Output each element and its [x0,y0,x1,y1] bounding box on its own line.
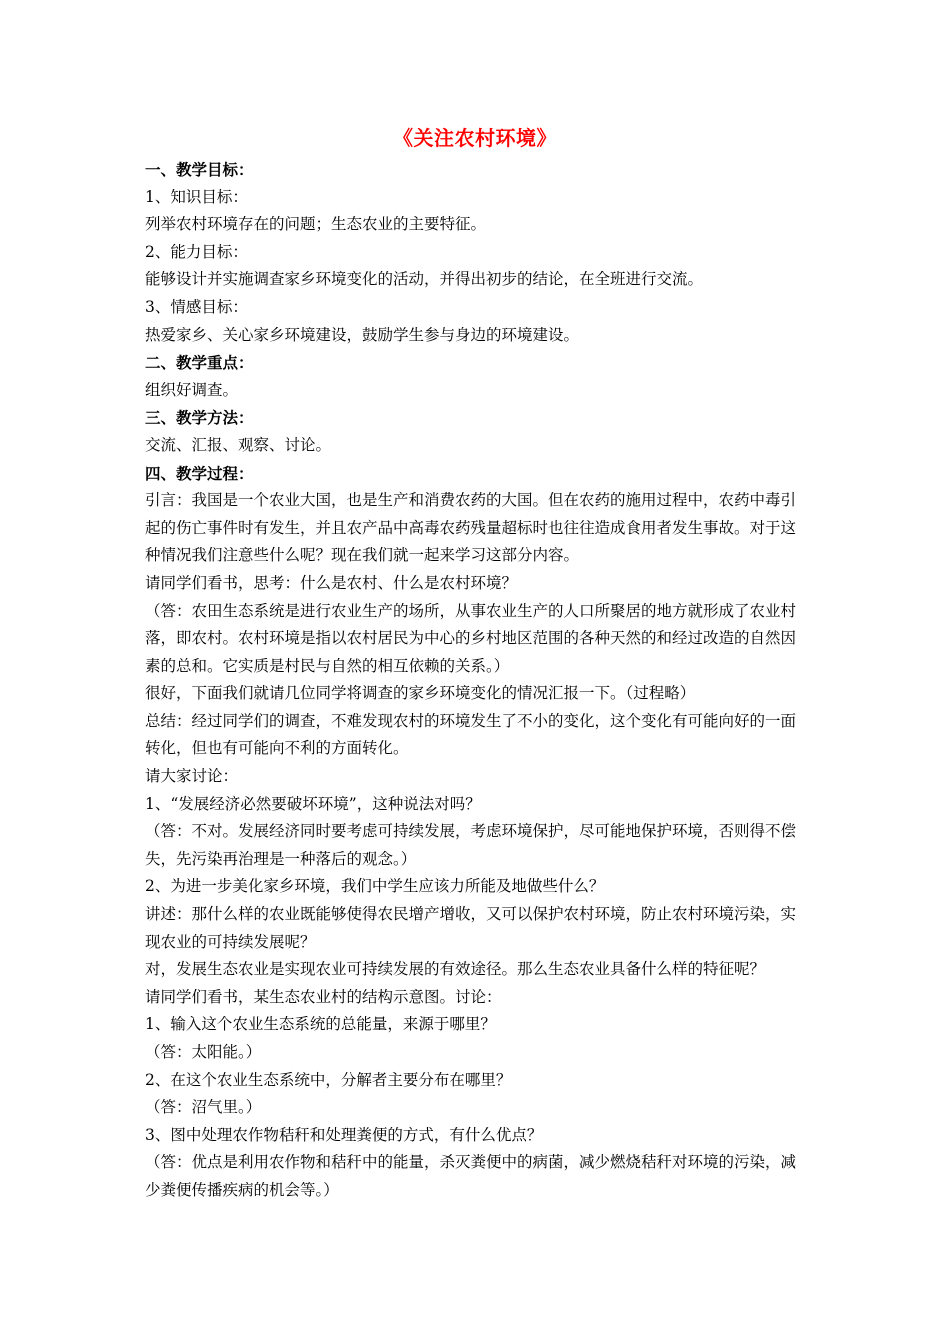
body-text: 1、输入这个农业生态系统的总能量，来源于哪里？ [145,1015,496,1034]
document-body [145,156,810,1205]
body-text: （答：农田生态系统是进行农业生产的场所，从事农业生产的人口所聚居的地方就形成了农业村落，即农村。农村环境是指以农村居民为中心的乡村地区范围的各种天然的和经过改造的自然因素的总和。它实质是村民与自然的相互依赖的关系。） [145,601,797,675]
body-text: 2、能力目标： [145,242,248,261]
body-text: 引言：我国是一个农业大国，也是生产和消费农药的大国。但在农药的施用过程中，农药中毒引起的伤亡事件时有发生，并且农产品中高毒农药残量超标时也往往造成食用者发生事故。对于这种情况我们注意些什么呢？现在我们就一起来学习这部分内容。 [145,491,797,565]
body-text: 3、情感目标： [145,297,248,316]
body-text: 讲述：那什么样的农业既能够使得农民增产增收，又可以保护农村环境，防止农村环境污染，实现农业的可持续发展呢？ [145,905,797,951]
body-text: 很好，下面我们就请几位同学将调查的家乡环境变化的情况汇报一下。（过程略） [145,684,696,703]
section-heading: 四、教学过程： [145,463,254,483]
body-text: （答：优点是利用农作物和秸秆中的能量，杀灭粪便中的病菌，减少燃烧秸秆对环境的污染，减少粪便传播疾病的机会等。） [145,1153,797,1199]
body-text: 交流、汇报、观察、讨论。 [145,435,332,454]
body-text: 热爱家乡、关心家乡环境建设，鼓励学生参与身边的环境建设。 [145,325,580,344]
body-text: 3、图中处理农作物秸秆和处理粪便的方式，有什么优点？ [145,1125,543,1144]
body-text: 对，发展生态农业是实现农业可持续发展的有效途径。那么生态农业具备什么样的特征呢？ [145,960,766,979]
body-text: 列举农村环境存在的问题；生态农业的主要特征。 [145,215,487,234]
document-title: 《关注农村环境》 [393,126,557,150]
body-text: （答：太阳能。） [145,1043,262,1061]
body-text: 能够设计并实施调查家乡环境变化的活动，并得出初步的结论，在全班进行交流。 [145,270,704,289]
body-text: （答：沼气里。） [145,1098,262,1117]
body-text: 组织好调查。 [145,380,239,399]
section-heading: 二、教学重点： [145,353,254,373]
body-text: 1、“发展经济必然要破坏环境”，这种说法对吗？ [145,794,481,813]
body-text: 总结：经过同学们的调查，不难发现农村的环境发生了不小的变化，这个变化有可能向好的一面转化，但也有可能向不利的方面转化。 [145,711,797,758]
body-text: 1、知识目标： [145,187,248,206]
body-text: 请同学们看书，思考：什么是农村、什么是农村环境？ [145,573,518,592]
body-text: 2、为进一步美化家乡环境，我们中学生应该力所能及地做些什么？ [145,877,605,896]
body-text: 2、在这个农业生态系统中，分解者主要分布在哪里？ [145,1070,512,1089]
body-text: 请同学们看书，某生态农业村的结构示意图。讨论： [145,987,502,1006]
section-heading: 三、教学方法： [145,408,254,428]
section-heading: 一、教学目标： [145,160,254,179]
body-text: 请大家讨论： [145,767,239,786]
body-text: （答：不对。发展经济同时要考虑可持续发展，考虑环境保护，尽可能地保护环境，否则得不偿失，先污染再治理是一种落后的观念。） [145,822,797,868]
